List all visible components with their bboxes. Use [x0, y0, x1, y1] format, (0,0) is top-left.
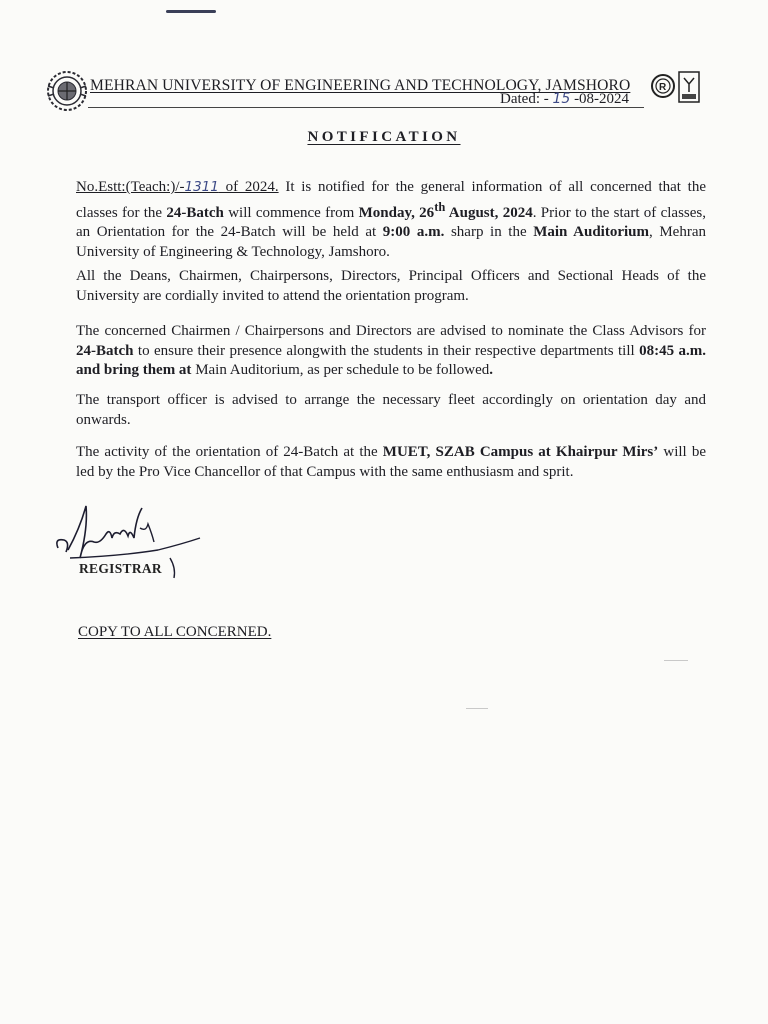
- letterhead-rule: [88, 107, 644, 108]
- accreditation-logos-icon: [650, 70, 702, 106]
- p1-bold-date: [358, 199, 533, 221]
- p1-text-3: . Prior to the start of classes, an Orientation for the 24-Batch will be held at: [76, 204, 707, 240]
- paragraph-4: The transport officer is advised to arrange the necessary fleet accordingly on orientation day and onwards.: [76, 392, 706, 428]
- dated-rest: -08-2024: [574, 91, 630, 107]
- signatory-title: REGISTRAR: [79, 561, 162, 576]
- ref-prefix: No.Estt:(Teach:)/-: [76, 179, 185, 195]
- p1-text-2: will commence from: [223, 204, 359, 221]
- p1-bold-date-day: Monday, 26: [358, 204, 435, 221]
- p3-text-1: The concerned Chairmen / Chairpersons and Directors are advised to nominate the Class Advisors for: [76, 323, 706, 339]
- p5-bold-campus: MUET, SZAB Campus at Khairpur Mirs’: [382, 444, 659, 460]
- p5-text-2: will be led by the Pro Vice Chancellor of that Campus with the same enthusiasm and sprit.: [76, 444, 706, 480]
- scan-speck: [466, 708, 488, 709]
- paragraph-1: [76, 178, 706, 262]
- page-title: NOTIFICATION: [307, 129, 461, 145]
- p1-text-1: It is notified for the general information of all concerned that the classes for the: [76, 179, 706, 221]
- scan-mark: [166, 10, 216, 13]
- date-line: [500, 91, 629, 108]
- p1-date-suffix: th: [434, 199, 446, 214]
- p1-text-5: , Mehran University of Engineering & Technology, Jamshoro.: [76, 224, 706, 260]
- p1-bold-batch: 24-Batch: [166, 204, 224, 221]
- university-logo-icon: [44, 70, 90, 112]
- p3-text-2: to ensure their presence alongwith the students in their respective departments till: [133, 342, 640, 359]
- paragraph-3: [76, 322, 706, 381]
- p1-text-4: sharp in the: [444, 224, 534, 240]
- scan-speck: [664, 660, 688, 661]
- p3-bold-batch: 24-Batch: [76, 342, 134, 359]
- svg-text:R: R: [659, 82, 667, 93]
- p3-bold-time: 08:45 a.m. and bring them at: [76, 342, 706, 378]
- p1-bold-venue: Main Auditorium: [533, 224, 649, 240]
- p1-bold-date-month: August, 2024: [445, 204, 533, 221]
- ref-suffix: of 2024.: [218, 179, 279, 195]
- p3-text-3: Main Auditorium, as per schedule to be followed: [191, 362, 490, 378]
- dated-label: Dated: -: [500, 91, 549, 107]
- university-name: MEHRAN UNIVERSITY OF ENGINEERING AND TECHNOLOGY, JAMSHORO: [90, 77, 631, 94]
- ref-number: 1311: [184, 179, 219, 195]
- dated-day: 15: [552, 91, 571, 107]
- copy-to-line: COPY TO ALL CONCERNED.: [78, 624, 272, 640]
- p1-bold-time: 9:00 a.m.: [382, 224, 445, 240]
- paragraph-5: [76, 443, 706, 482]
- p3-bold-period: .: [489, 362, 494, 378]
- p5-text-1: The activity of the orientation of 24-Batch at the: [76, 444, 383, 460]
- reference-number: [76, 179, 279, 195]
- paragraph-2: All the Deans, Chairmen, Chairpersons, Directors, Principal Officers and Sectional Heads of the University are cordially invited to attend the orientation program.: [76, 268, 706, 304]
